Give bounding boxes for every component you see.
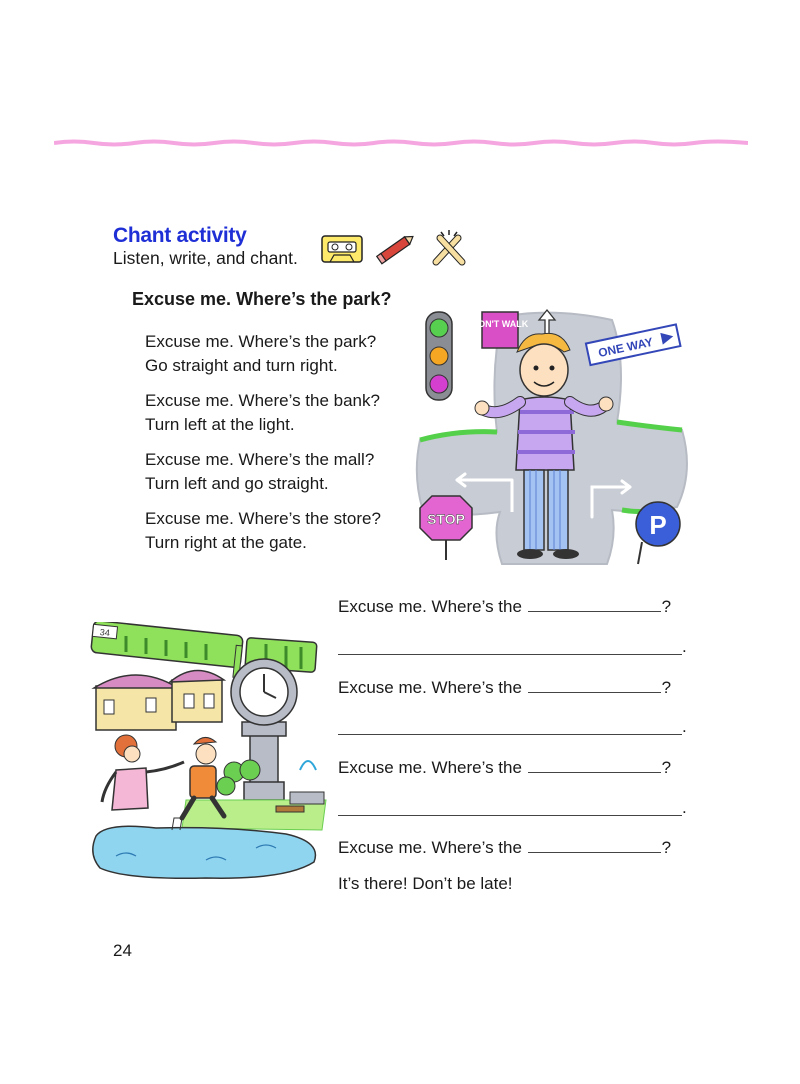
exercise-prompt: [338, 758, 671, 778]
parking-sign: [636, 502, 680, 564]
answer-line[interactable]: [338, 815, 682, 816]
closing-line: It’s there! Don’t be late!: [338, 874, 513, 893]
exercise-prompt: [338, 678, 671, 698]
prompt-text: Excuse me. Where’s the: [338, 597, 522, 616]
exercise-prompt: [338, 838, 671, 858]
verse-line: Excuse me. Where’s the mall?: [145, 450, 375, 469]
fill-blank[interactable]: [528, 610, 661, 612]
woman-figure: [102, 735, 184, 810]
street-directions-illustration: [412, 302, 694, 567]
chant-verse: [145, 448, 374, 496]
traffic-light-icon: [426, 312, 452, 400]
verse-line: Excuse me. Where’s the store?: [145, 509, 381, 528]
prompt-text: Excuse me. Where’s the: [338, 758, 522, 777]
town-park-illustration: [86, 622, 334, 884]
answer-line[interactable]: [338, 654, 682, 655]
sign-text: STOP: [427, 511, 465, 527]
section-heading: Chant activity: [113, 224, 247, 247]
verse-line: Turn left and go straight.: [145, 474, 329, 493]
decorative-pink-rule: [54, 139, 748, 147]
sign-text: DON'T WALK: [471, 319, 529, 329]
verse-line: Turn right at the gate.: [145, 533, 307, 552]
verse-line: Excuse me. Where’s the bank?: [145, 391, 380, 410]
prompt-end: ?: [661, 758, 672, 777]
exercise-prompt: [338, 597, 671, 617]
chant-verse: [145, 507, 381, 555]
prompt-text: Excuse me. Where’s the: [338, 838, 522, 857]
pencil-icon: [374, 232, 418, 266]
prompt-end: ?: [661, 597, 672, 616]
chant-verse: [145, 330, 376, 378]
answer-line[interactable]: [338, 734, 682, 735]
train-number: 34: [99, 627, 111, 639]
instruction-text: Listen, write, and chant.: [113, 248, 298, 268]
answer-period: .: [682, 637, 687, 656]
verse-line: Excuse me. Where’s the park?: [145, 332, 377, 351]
stop-sign: [420, 496, 472, 560]
prompt-end: ?: [661, 678, 672, 697]
fill-blank[interactable]: [528, 771, 661, 773]
cassette-icon: [320, 234, 364, 264]
answer-period: .: [682, 717, 687, 736]
clapping-hands-icon: [426, 228, 472, 268]
answer-period: .: [682, 798, 687, 817]
verse-line: Turn left at the light.: [145, 415, 295, 434]
page-number: 24: [113, 941, 132, 960]
sign-text: P: [649, 510, 667, 540]
prompt-text: Excuse me. Where’s the: [338, 678, 522, 697]
chant-verse: [145, 389, 380, 437]
fill-blank[interactable]: [528, 851, 661, 853]
verse-line: Go straight and turn right.: [145, 356, 338, 375]
chant-title: Excuse me. Where’s the park?: [132, 289, 392, 309]
sign-text: ONE WAY: [596, 334, 655, 361]
prompt-end: ?: [661, 838, 672, 857]
buildings-illustration: [94, 670, 224, 730]
fill-blank[interactable]: [528, 691, 661, 693]
